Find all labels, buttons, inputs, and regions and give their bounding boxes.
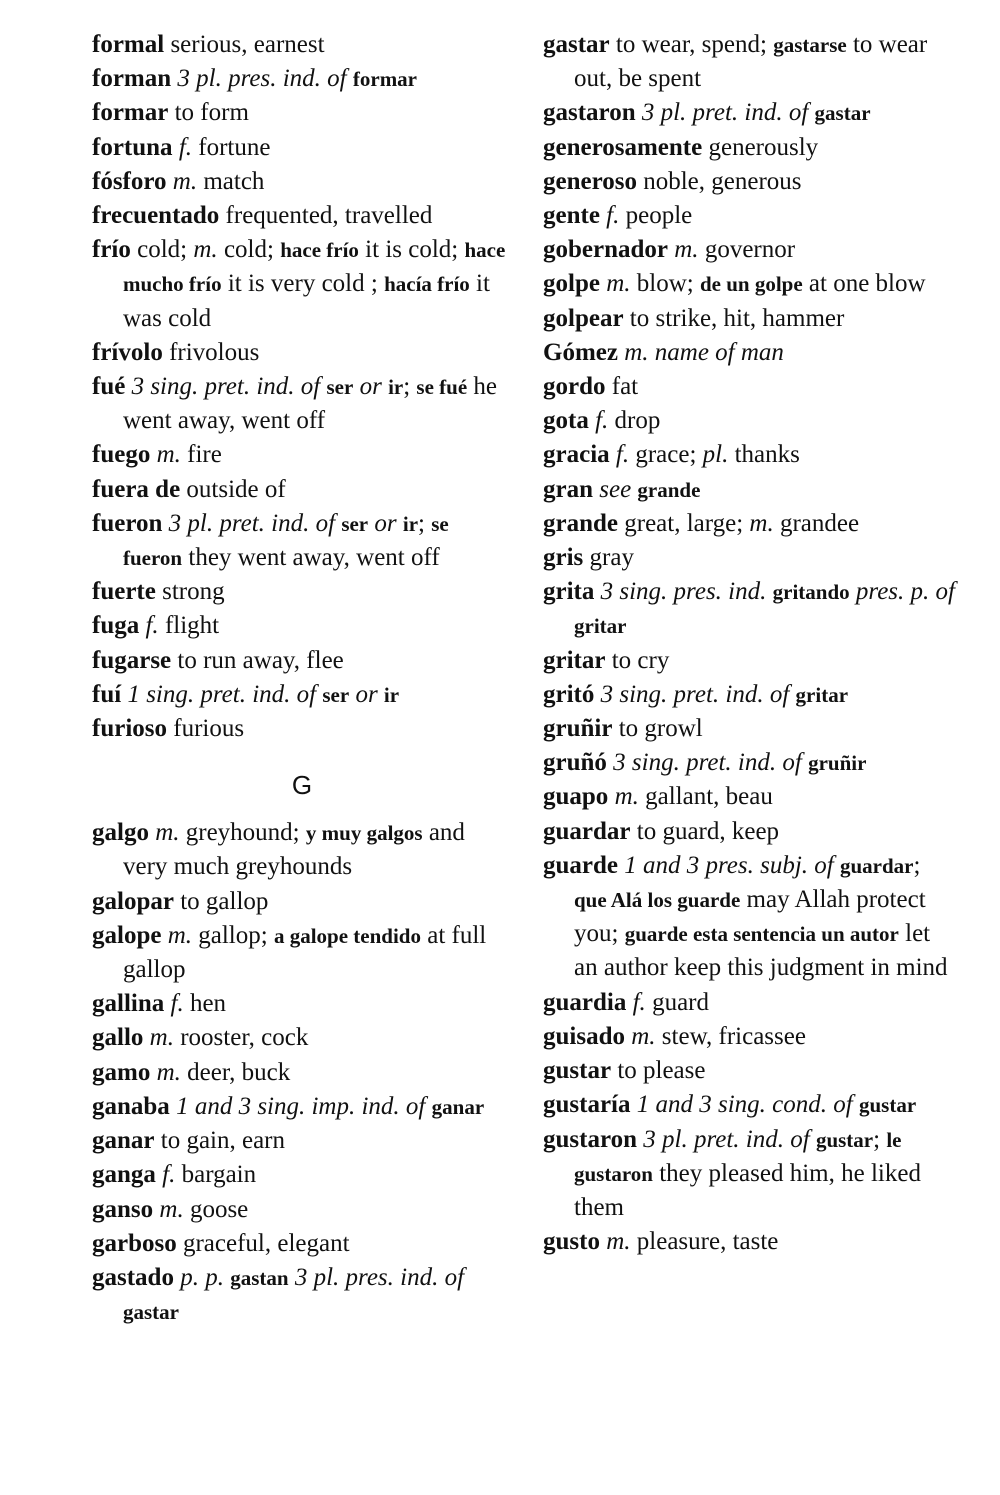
entry-text: to gain, earn [154,1127,286,1155]
entry-text: deer, buck [180,1058,291,1086]
entry-text: noble, generous [636,167,802,195]
dictionary-entry [92,62,512,96]
entry-grammar: 3 sing. pret. ind. of [594,680,796,708]
entry-headword: gastado [92,1263,174,1291]
entry-grammar: m. [143,1024,174,1052]
entry-text: to wear, spend; [609,31,774,58]
entry-text: ; [403,373,417,401]
entry-headword: guardar [543,817,631,845]
entry-bold-ref: gustar [815,1127,874,1152]
entry-bold-ref: ser [341,511,369,536]
entry-headword: generosamente [543,133,703,161]
dictionary-entry [543,28,955,96]
entry-grammar: 3 sing. pres. ind. [594,578,773,606]
entry-headword: guarde [543,851,618,879]
entry-text: it is cold; [358,236,465,264]
entry-headword: furioso [92,715,167,743]
left-top-entries [92,28,512,746]
entry-text: ; [418,509,432,537]
dictionary-entry [543,986,955,1020]
dictionary-entry [92,233,512,336]
entry-text: let an author keep this judgment in mind [574,920,948,982]
entry-grammar: 1 and 3 pres. subj. of [618,851,840,879]
entry-grammar: 1 and 3 sing. imp. ind. of [169,1092,432,1120]
entry-grammar: m. [150,1058,181,1086]
entry-headword: gamo [92,1058,151,1086]
dictionary-entry [543,746,955,780]
entry-headword: galgo [92,819,149,847]
entry-bold-ref: de un golpe [699,272,803,297]
entry-headword: ganar [92,1127,155,1155]
dictionary-entry [543,267,955,301]
entry-grammar: 3 sing. pret. ind. of [125,373,327,401]
dictionary-entry [543,199,955,233]
entry-grammar: f. [609,441,630,469]
entry-text: frequented, travelled [219,202,433,230]
entry-text: gallant, beau [638,783,773,811]
dictionary-entry [92,712,512,746]
right-entries [543,28,955,1259]
entry-headword: fuera de [92,475,181,503]
dictionary-entry [92,1124,512,1158]
dictionary-entry [543,1225,955,1259]
entry-grammar: m. [599,270,631,298]
entry-bold-ref: le gustaron [574,1127,902,1186]
entry-grammar: 3 pl. pret. ind. of [637,1125,816,1153]
entry-headword: gran [543,475,593,503]
entry-headword: gritar [543,646,606,674]
entry-grammar: m. [668,236,699,264]
entry-grammar: m. [624,1022,656,1050]
right-column [543,28,955,1259]
entry-grammar: f. [164,990,184,1018]
entry-text: stew, fricassee [655,1022,806,1050]
entry-bold-ref: gastan [230,1265,289,1290]
entry-bold-ref: que Alá los guarde [574,888,741,913]
entry-bold-ref: ser [326,375,354,400]
dictionary-entry [543,712,955,746]
entry-text: gray [583,544,634,572]
entry-headword: gallina [92,990,165,1018]
dictionary-entry [543,1020,955,1054]
dictionary-entry [543,575,955,643]
dictionary-entry [92,473,512,507]
entry-bold-ref: gustar [858,1093,917,1118]
entry-grammar: m. [150,441,181,469]
dictionary-entry [543,438,955,472]
left-column [92,28,512,1329]
entry-text: to wear out, be spent [574,31,928,93]
entry-text: fat [605,373,639,401]
entry-text: fire [180,441,222,469]
entry-text: to please [611,1057,706,1085]
entry-headword: fueron [92,509,163,537]
dictionary-entry [92,678,512,712]
entry-headword: frecuentado [92,202,220,230]
entry-text: people [619,202,693,230]
entry-text: to strike, hit, hammer [623,304,845,332]
entry-text: cold; [130,236,194,264]
entry-text: bargain [175,1161,257,1189]
entry-text: blow; [630,270,700,298]
entry-text: guard [645,988,709,1016]
entry-bold-ref: se fueron [123,511,449,571]
entry-text: goose [183,1195,249,1223]
entry-text: at one blow [802,270,926,298]
dictionary-entry [92,1261,512,1329]
section-heading: G [291,770,313,801]
entry-text: may Allah protect you; [574,886,926,948]
dictionary-entry [92,1193,512,1227]
dictionary-entry [543,473,955,507]
entry-text: pleasure, taste [630,1228,779,1256]
entry-headword: gordo [543,373,606,401]
entry-bold-ref: ganar [431,1094,485,1119]
dictionary-entry [543,815,955,849]
entry-text: to gallop [173,887,269,915]
dictionary-entry [92,575,512,609]
entry-text: fortune [192,133,271,161]
dictionary-entry [92,1090,512,1124]
entry-bold-ref: gritar [795,682,849,707]
entry-grammar: pres. p. of [849,578,955,606]
dictionary-entry [543,131,955,165]
entry-headword: gota [543,407,589,435]
dictionary-entry [543,404,955,438]
entry-bold-ref: grande [637,477,701,502]
entry-text: strong [155,578,225,606]
entry-text: generously [702,133,819,161]
entry-text: great, large; [618,509,750,537]
dictionary-entry [92,919,512,987]
entry-grammar: 1 sing. pret. ind. of [121,680,323,708]
dictionary-entry [543,678,955,712]
dictionary-entry [543,644,955,678]
entry-grammar: m. [166,167,198,195]
entry-grammar: 3 pl. pret. ind. of [635,99,815,127]
entry-headword: grita [543,578,595,606]
entry-text: serious, earnest [164,31,325,58]
entry-grammar: f. [626,988,646,1016]
entry-text: rooster, cock [173,1024,309,1052]
dictionary-entry [92,370,512,438]
entry-text: to run away, flee [171,646,344,674]
entry-headword: gustar [543,1057,612,1085]
entry-grammar: 3 pl. pres. ind. of [171,65,353,93]
dictionary-entry [92,507,512,575]
entry-headword: gracia [543,441,610,469]
dictionary-entry [92,28,512,62]
entry-headword: grande [543,509,618,537]
dictionary-entry [92,816,512,884]
dictionary-entry [92,1227,512,1261]
entry-grammar: m. [193,236,218,264]
entry-text: cold; [217,236,281,264]
entry-text: ; [873,1125,887,1153]
dictionary-entry [92,96,512,130]
entry-headword: gustaría [543,1091,631,1119]
entry-headword: Gómez [543,338,618,366]
dictionary-entry [92,165,512,199]
entry-text: grace; [629,441,703,469]
entry-headword: gustaron [543,1125,638,1153]
entry-bold-ref: gritar [574,614,627,639]
entry-headword: gris [543,544,584,572]
entry-text: it is very cold ; [221,270,385,298]
entry-headword: galope [92,921,162,949]
dictionary-entry [92,987,512,1021]
entry-headword: fuego [92,441,151,469]
entry-headword: generoso [543,167,637,195]
entry-headword: guapo [543,783,609,811]
entry-headword: gusto [543,1228,600,1256]
dictionary-entry [543,849,955,986]
dictionary-entry [543,233,955,267]
entry-bold-ref: gritando [772,580,850,605]
entry-grammar: 3 pl. pret. ind. of [162,509,342,537]
entry-bold-ref: hacía frío [384,272,470,297]
dictionary-entry [92,131,512,165]
entry-headword: garboso [92,1229,177,1257]
dictionary-entry [543,780,955,814]
entry-bold-ref: formar [352,67,418,92]
entry-bold-ref: ir [388,375,404,400]
entry-bold-ref: gastar [814,101,871,126]
entry-grammar: f. [172,133,193,161]
dictionary-entry [92,609,512,643]
entry-grammar: or [368,509,403,537]
entry-text: to form [168,99,249,127]
entry-headword: ganso [92,1195,154,1223]
entry-grammar: m. [749,509,774,537]
entry-headword: ganaba [92,1092,170,1120]
entry-headword: galopar [92,887,174,915]
entry-text: governor [698,236,796,264]
entry-grammar: f. [139,612,159,640]
dictionary-entry [543,336,955,370]
entry-headword: gastaron [543,99,636,127]
dictionary-entry [92,1021,512,1055]
left-bottom-entries [92,816,512,1329]
dictionary-entry [92,1056,512,1090]
entry-headword: formar [92,99,169,127]
entry-bold-ref: a galope tendido [273,923,421,948]
entry-headword: gobernador [543,236,668,264]
entry-text: frivolous [162,338,260,366]
dictionary-entry [543,165,955,199]
entry-text: furious [167,715,245,743]
entry-grammar: m. [153,1195,184,1223]
entry-bold-ref: hace frío [280,238,359,263]
entry-headword: fuerte [92,578,156,606]
entry-headword: gallo [92,1024,144,1052]
entry-headword: golpe [543,270,600,298]
dictionary-entry [92,644,512,678]
entry-text: to guard, keep [630,817,780,845]
dictionary-entry [543,1088,955,1122]
dictionary-entry [92,336,512,370]
entry-grammar: p. p. [173,1263,231,1291]
entry-headword: fué [92,373,126,401]
entry-headword: gastar [543,31,610,58]
entry-text: flight [158,612,220,640]
entry-text: grandee [773,509,860,537]
dictionary-entry [543,541,955,575]
entry-headword: fuga [92,612,140,640]
entry-headword: frívolo [92,338,163,366]
entry-headword: formal [92,31,165,58]
entry-headword: gruñó [543,749,607,777]
entry-text: gallop; [192,921,274,949]
entry-headword: fugarse [92,646,172,674]
entry-text: at full gallop [123,921,487,984]
entry-bold-ref: ir [402,511,419,536]
dictionary-entry [543,507,955,541]
entry-grammar: pl. [702,441,729,469]
entry-text: match [197,167,265,195]
entry-text: he went away, went off [123,373,498,435]
entry-grammar: f. [155,1161,176,1189]
entry-bold-ref: ser [322,682,350,707]
dictionary-entry [92,1158,512,1192]
entry-headword: gruñir [543,715,613,743]
dictionary-entry [92,885,512,919]
entry-grammar: m. [148,819,180,847]
entry-grammar: 3 pl. pres. ind. of [288,1263,465,1291]
entry-text: to growl [612,715,703,743]
entry-headword: gritó [543,680,595,708]
entry-grammar: f. [588,407,609,435]
entry-grammar: or [353,373,389,401]
entry-bold-ref: gastar [123,1300,179,1325]
dictionary-entry [543,370,955,404]
dictionary-entry [543,1123,955,1226]
entry-headword: guisado [543,1022,625,1050]
entry-grammar: m. [161,921,193,949]
entry-headword: fuí [92,680,122,708]
entry-text: drop [608,407,661,435]
entry-bold-ref: gastarse [773,33,847,57]
entry-grammar: m. name of man [617,338,784,366]
entry-grammar: m. [608,783,639,811]
dictionary-entry [543,96,955,130]
entry-headword: guardia [543,988,627,1016]
entry-grammar: 1 and 3 sing. cond. of [630,1091,859,1119]
dictionary-entry [543,302,955,336]
entry-bold-ref: hace mucho frío [123,238,506,297]
entry-text: they went away, went off [182,544,440,572]
entry-text: it was cold [123,270,490,332]
entry-text: hen [183,990,227,1018]
entry-headword: gente [543,202,600,230]
dictionary-entry [92,438,512,472]
entry-text: graceful, elegant [176,1229,350,1257]
entry-grammar: f. [599,202,620,230]
entry-headword: fósforo [92,167,167,195]
entry-headword: forman [92,65,172,93]
entry-text: ; [913,851,921,879]
entry-text: greyhound; [179,819,306,847]
entry-headword: ganga [92,1161,156,1189]
dictionary-entry [92,199,512,233]
entry-grammar: m. [599,1228,631,1256]
entry-bold-ref: gruñir [808,751,867,776]
entry-bold-ref: y muy galgos [305,821,423,846]
entry-grammar: 3 sing. pret. ind. of [606,749,809,777]
entry-grammar: or [349,680,384,708]
entry-text: and very much greyhounds [123,819,465,881]
entry-bold-ref: ir [383,682,400,707]
dictionary-entry [543,1054,955,1088]
entry-text: outside of [180,475,286,503]
entry-text: to cry [605,646,670,674]
entry-bold-ref: guarde esta sentencia un autor [624,922,899,947]
entry-headword: frío [92,236,131,264]
entry-text: they pleased him, he liked them [574,1159,921,1221]
entry-text: thanks [728,441,800,469]
entry-headword: golpear [543,304,624,332]
entry-grammar: see [593,475,638,503]
entry-bold-ref: se fué [416,375,468,400]
entry-bold-ref: guardar [840,853,914,878]
entry-headword: fortuna [92,133,173,161]
